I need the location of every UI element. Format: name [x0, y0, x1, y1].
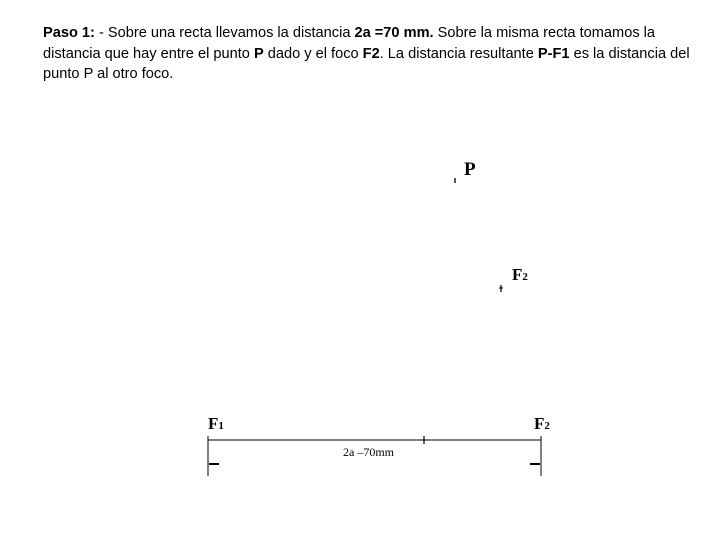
- distance-2a-bold: 2a =70 mm.: [354, 25, 434, 41]
- focus-f2-label-main: F: [512, 265, 523, 284]
- segment-2a: [208, 414, 550, 476]
- segment-f2-label-main: F: [534, 414, 545, 433]
- focus-f2-label-sub: 2: [522, 271, 528, 283]
- segment-f1-label-main: F: [208, 414, 219, 433]
- point-p: [455, 159, 476, 183]
- segment-f1-label: [208, 414, 224, 433]
- text-part-1: - Sobre una recta llevamos la distancia: [94, 25, 355, 41]
- segment-f1-label-sub: 1: [218, 420, 224, 432]
- text-part-3: dado y el foco: [263, 45, 363, 62]
- focus-f2-point: [499, 265, 528, 292]
- text-part-5: es la distancia del punto P al otro foco.: [43, 45, 690, 82]
- dimension-label: 2a –70mm: [343, 445, 394, 459]
- text-part-4: . La distancia resultante: [379, 45, 538, 62]
- text-part-2: Sobre la misma recta tomamos la distancia que hay entre el punto: [43, 25, 656, 62]
- point-p-label: P: [464, 159, 476, 180]
- segment-f2-label-sub: 2: [544, 420, 550, 432]
- point-p-bold: P: [253, 45, 264, 62]
- focus-f2-label: [512, 265, 528, 284]
- focus-f2-bold: F2: [362, 45, 380, 62]
- distance-p-f1-bold: P-F1: [537, 45, 570, 62]
- segment-f2-label: [534, 414, 550, 433]
- step-label: Paso 1:: [43, 25, 95, 41]
